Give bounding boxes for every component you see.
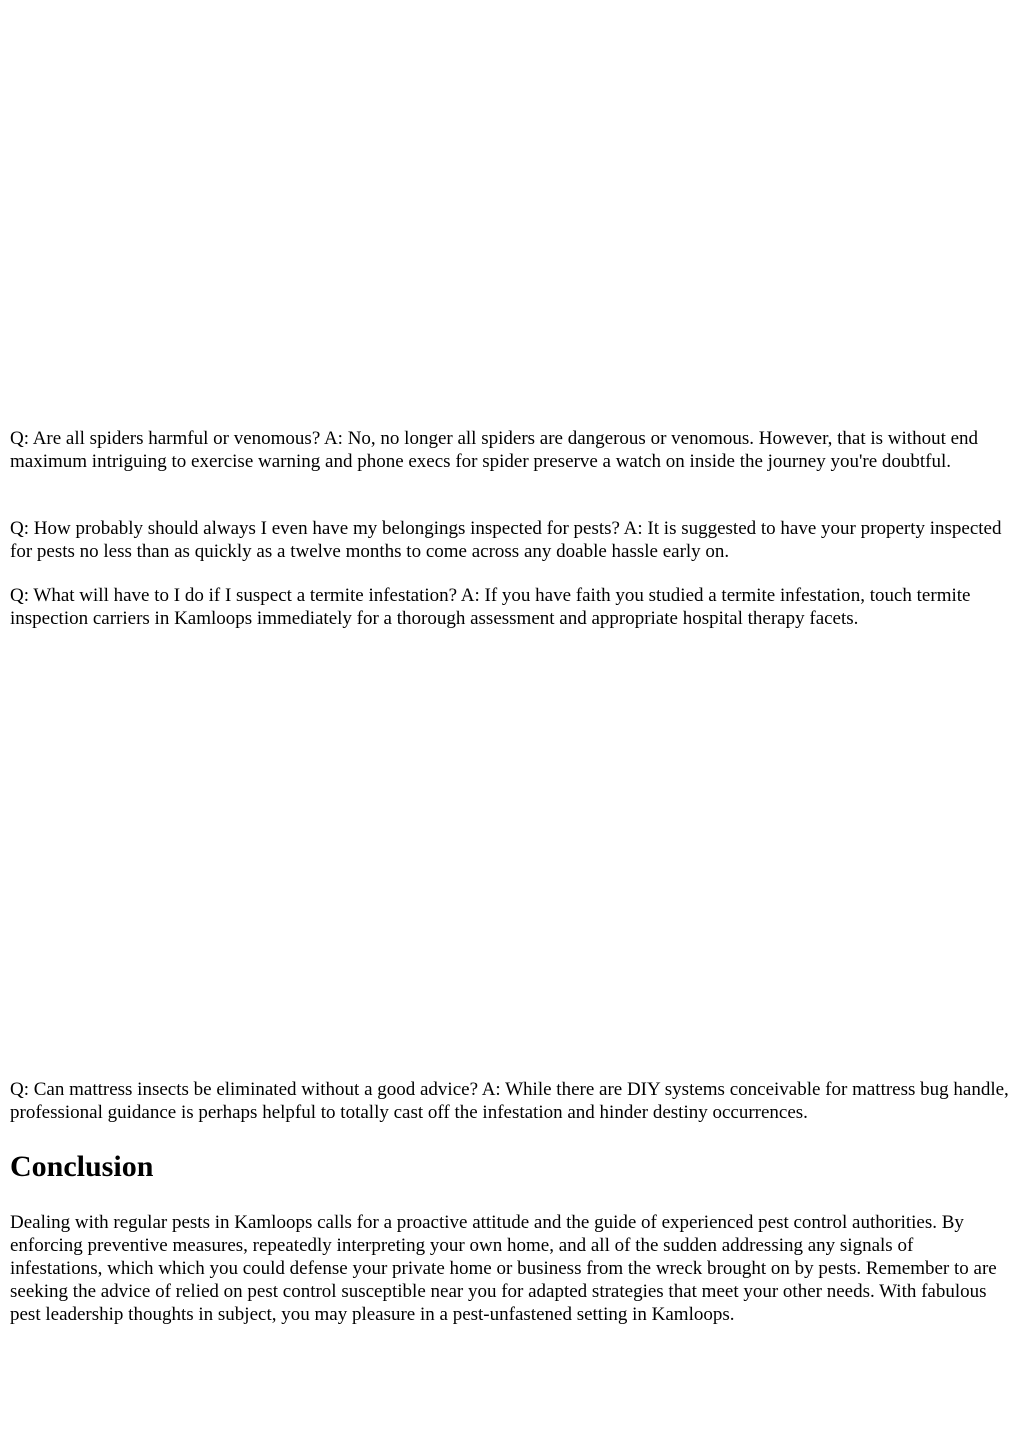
conclusion-section — [10, 1211, 1010, 1326]
faq-text: Q: Are all spiders harmful or venomous? A: No, no longer all spiders are dangerous or venomous. However, that is without end maximum intriguing to exercise warning and phone execs for spider preserve a watch on inside the journey you're doubtful. — [10, 428, 979, 472]
faq-text: Q: How probably should always I even have my belongings inspected for pests? A: It is suggested to have your property inspected for pests no less than as quickly as a twelve months to come across any doable hassle early on. — [10, 518, 1002, 562]
faq-item — [10, 517, 1010, 563]
blank-image-area — [10, 0, 1010, 426]
faq-item — [10, 427, 1010, 473]
conclusion-paragraph: Dealing with regular pests in Kamloops calls for a proactive attitude and the guide of experienced pest control authorities. By enforcing preventive measures, repeatedly interpreting your own home, and all of the sudden addressing any signals of infestations, which which you could defense your private home or business from the wreck brought on by pests. Remember to are seeking the advice of relied on pest control susceptible near you for adapted strategies that meet your other needs. With fabulous pest leadership thoughts in subject, you may pleasure in a pest-unfastened setting in Kamloops. — [10, 1212, 997, 1325]
faq-item — [10, 584, 1010, 630]
conclusion-section-heading — [10, 1150, 1010, 1184]
conclusion-heading: Conclusion — [10, 1150, 154, 1183]
faq-text: Q: What will have to I do if I suspect a termite infestation? A: If you have faith you studied a termite infestation, touch termite inspection carriers in Kamloops immediately for a thorough assessment and appropriate hospital therapy facets. — [10, 585, 971, 629]
faq-text: Q: Can mattress insects be eliminated without a good advice? A: While there are DIY systems conceivable for mattress bug handle, professional guidance is perhaps helpful to totally cast off the infestation and hinder destiny occurrences. — [10, 1079, 1009, 1123]
faq-item — [10, 1078, 1010, 1124]
blank-image-area — [10, 640, 1010, 1070]
